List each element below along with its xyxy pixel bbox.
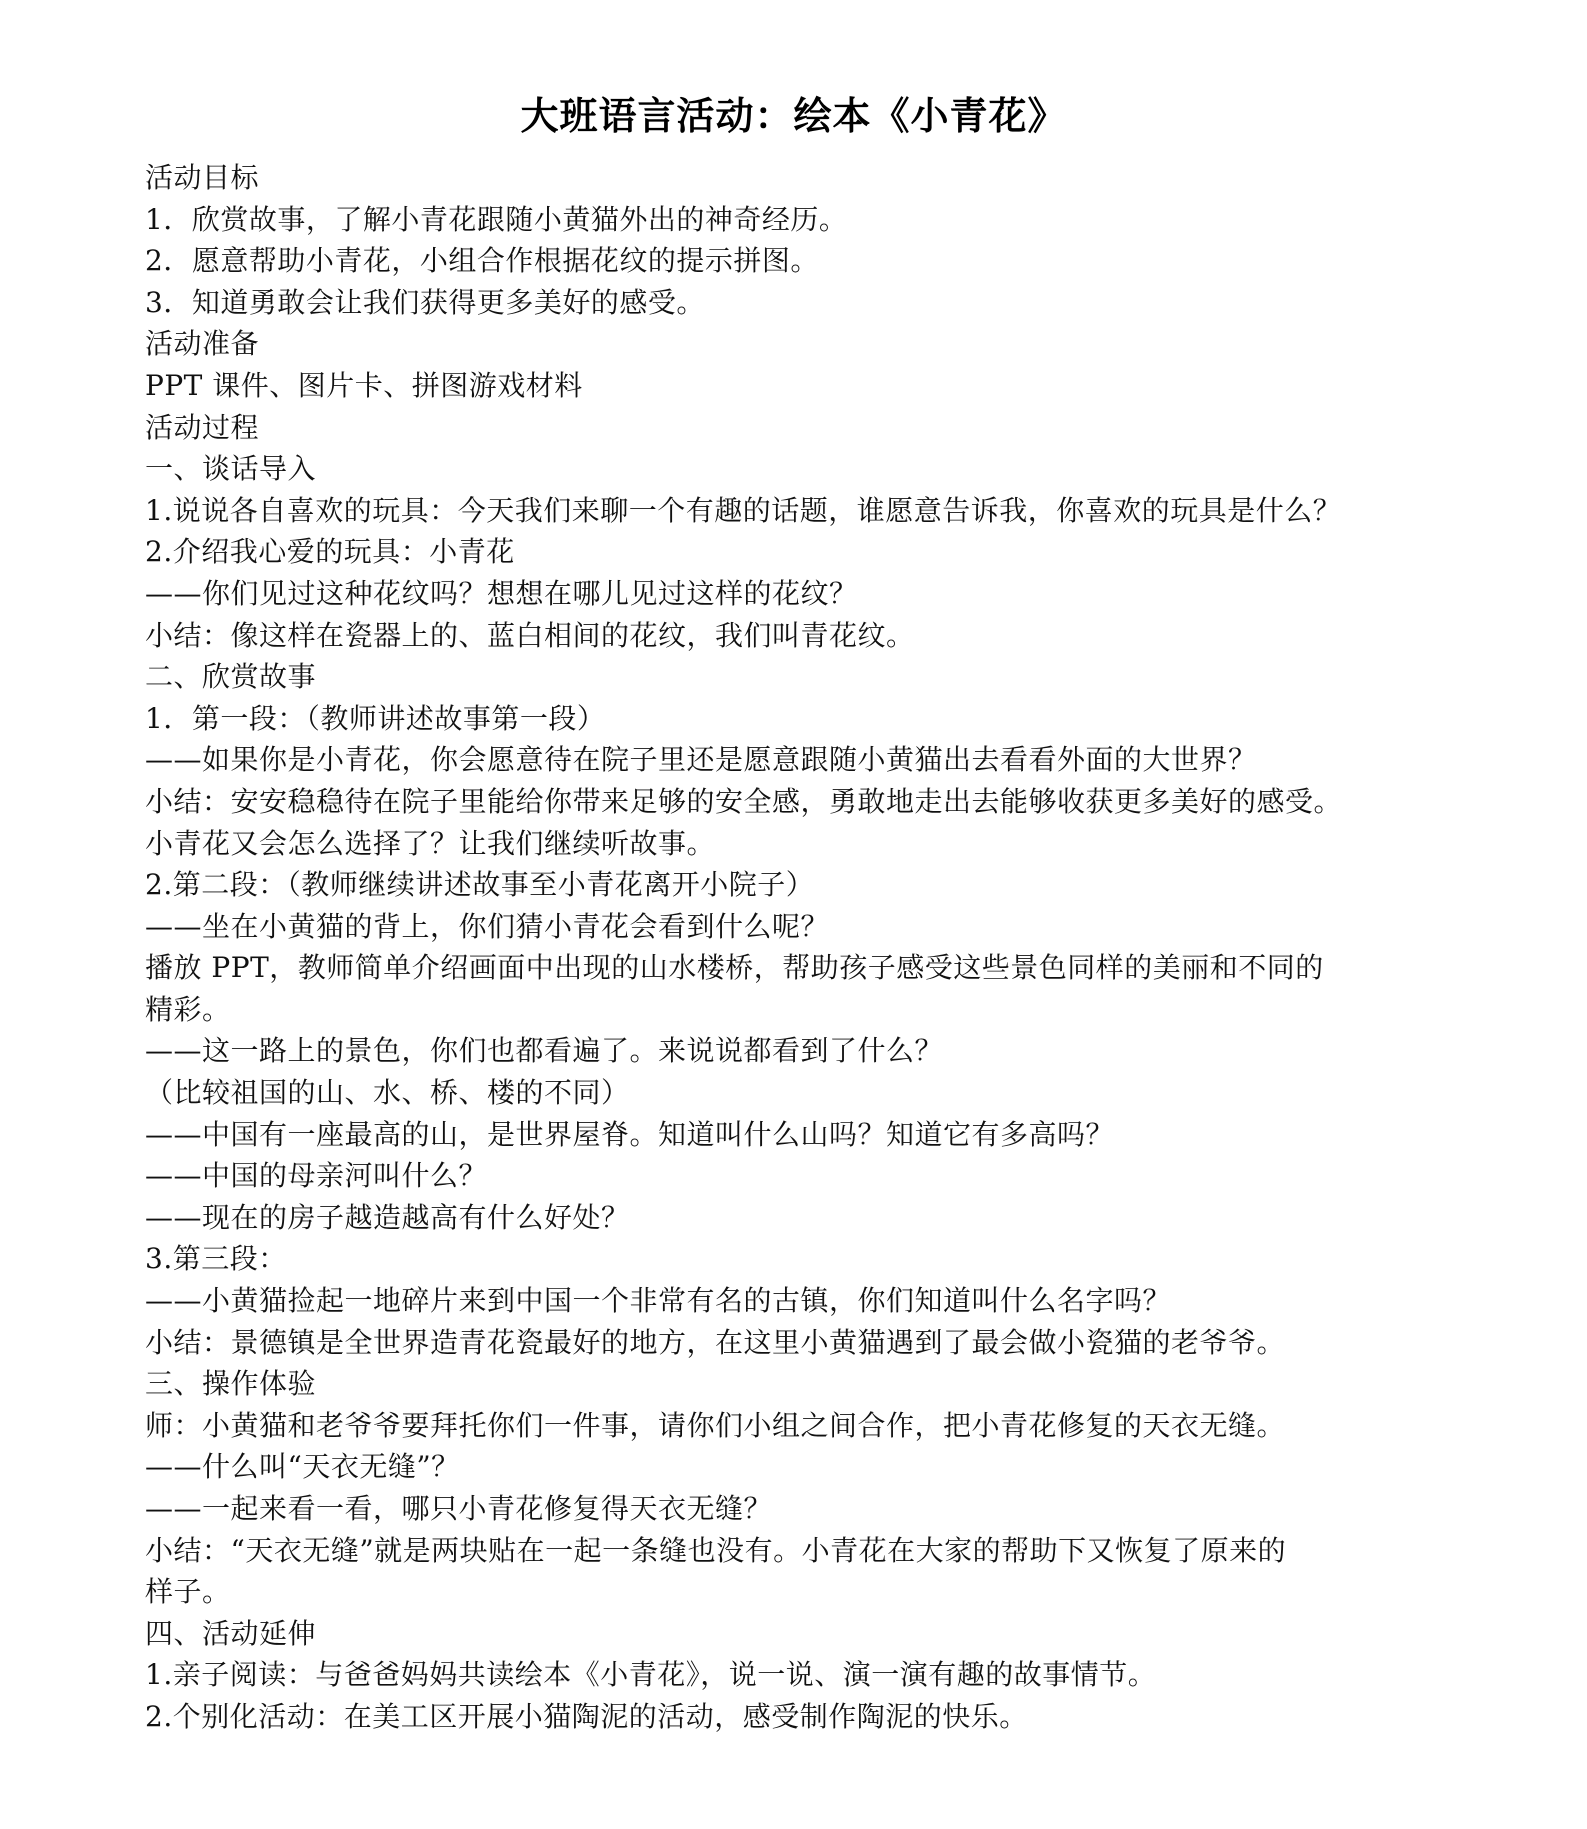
paragraph-line: 小结：安安稳稳待在院子里能给你带来足够的安全感，勇敢地走出去能够收获更多美好的感受。 (145, 784, 1343, 818)
section-heading-goals: 活动目标 (145, 161, 260, 194)
paragraph-line: 小结：景德镇是全世界造青花瓷最好的地方，在这里小黄猫遇到了最会做小瓷猫的老爷爷。 (145, 1325, 1286, 1359)
section-heading-preparation: 活动准备 (145, 327, 260, 361)
paragraph-line: ——小黄猫捡起一地碎片来到中国一个非常有名的古镇，你们知道叫什么名字吗？ (145, 1284, 1172, 1318)
paragraph-line: ——这一路上的景色，你们也都看遍了。来说说都看到了什么？ (145, 1034, 944, 1068)
paragraph-line: 1.亲子阅读：与爸爸妈妈共读绘本《小青花》，说一说、演一演有趣的故事情节。 (145, 1658, 1157, 1692)
paragraph-line: 2.介绍我心爱的玩具：小青花 (145, 535, 515, 569)
paragraph-line: ——一起来看一看，哪只小青花修复得天衣无缝？ (145, 1492, 773, 1525)
subsection-heading-intro: 一、谈话导入 (145, 452, 317, 486)
paragraph-line: 播放 PPT，教师简单介绍画面中出现的山水楼桥，帮助孩子感受这些景色同样的美丽和不同的 (145, 951, 1324, 985)
goal-item: 2．愿意帮助小青花，小组合作根据花纹的提示拼图。 (145, 244, 819, 278)
paragraph-line: （比较祖国的山、水、桥、楼的不同） (145, 1076, 630, 1110)
goal-item: 3．知道勇敢会让我们获得更多美好的感受。 (145, 285, 705, 319)
paragraph-line: 2.第二段：（教师继续讲述故事至小青花离开小院子） (145, 868, 815, 902)
paragraph-line: 1．第一段：（教师讲述故事第一段） (145, 701, 606, 735)
paragraph-line: ——你们见过这种花纹吗？想想在哪儿见过这样的花纹？ (145, 576, 858, 610)
subsection-heading-extension: 四、活动延伸 (145, 1616, 317, 1650)
paragraph-line: 小结：像这样在瓷器上的、蓝白相间的花纹，我们叫青花纹。 (145, 618, 915, 652)
section-heading-process: 活动过程 (145, 410, 260, 444)
paragraph-line: 1.说说各自喜欢的玩具：今天我们来聊一个有趣的话题，谁愿意告诉我，你喜欢的玩具是什么？ (145, 493, 1342, 527)
paragraph-line: 2.个别化活动：在美工区开展小猫陶泥的活动，感受制作陶泥的快乐。 (145, 1699, 1028, 1733)
subsection-heading-story: 二、欣赏故事 (145, 660, 317, 694)
document-body (145, 157, 1445, 1738)
goal-item: 1．欣赏故事，了解小青花跟随小黄猫外出的神奇经历。 (145, 202, 848, 236)
paragraph-line: ——中国的母亲河叫什么？ (145, 1159, 488, 1193)
paragraph-line: 小结：“天衣无缝”就是两块贴在一起一条缝也没有。小青花在大家的帮助下又恢复了原来的 (145, 1533, 1287, 1567)
paragraph-line: ——如果你是小青花，你会愿意待在院子里还是愿意跟随小黄猫出去看看外面的大世界？ (145, 743, 1257, 777)
paragraph-line: ——坐在小黄猫的背上，你们猜小青花会看到什么呢？ (145, 909, 830, 943)
paragraph-line: ——中国有一座最高的山，是世界屋脊。知道叫什么山吗？知道它有多高吗？ (145, 1117, 1115, 1151)
paragraph-line: 3.第三段： (145, 1242, 287, 1276)
paragraph-line: 师：小黄猫和老爷爷要拜托你们一件事，请你们小组之间合作，把小青花修复的天衣无缝。 (145, 1408, 1286, 1442)
preparation-content: PPT 课件、图片卡、拼图游戏材料 (145, 368, 583, 402)
paragraph-line: ——现在的房子越造越高有什么好处？ (145, 1200, 630, 1234)
subsection-heading-hands-on: 三、操作体验 (145, 1367, 317, 1401)
paragraph-line: ——什么叫“天衣无缝”？ (145, 1450, 460, 1484)
paragraph-line: 精彩。 (145, 992, 231, 1026)
paragraph-line: 小青花又会怎么选择了？让我们继续听故事。 (145, 826, 716, 860)
paragraph-line: 样子。 (145, 1575, 231, 1609)
document-title: 大班语言活动：绘本《小青花》 (520, 94, 1067, 138)
